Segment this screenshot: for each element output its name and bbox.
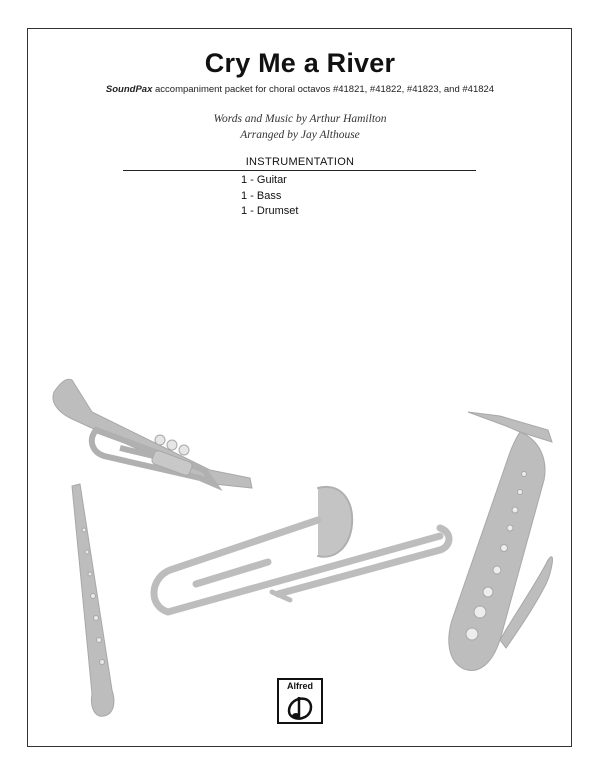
list-item: 1 - Bass bbox=[241, 189, 282, 202]
subtitle-brand: SoundPax bbox=[105, 84, 153, 95]
music-note-icon bbox=[283, 693, 317, 721]
list-item: 1 - Guitar bbox=[241, 174, 287, 186]
arranger-credit: Arranged by Jay Althouse bbox=[240, 129, 360, 141]
saxophone-icon bbox=[449, 412, 553, 670]
alfred-logo bbox=[277, 678, 323, 724]
page-title: Cry Me a River bbox=[204, 48, 396, 78]
trombone-icon bbox=[154, 487, 449, 612]
clarinet-icon bbox=[72, 484, 114, 716]
subtitle-text: accompaniment packet for choral octavos #41821, #41822, #41823, and #41824 bbox=[152, 84, 495, 95]
instrumentation-heading: INSTRUMENTATION bbox=[245, 156, 355, 168]
words-music-credit: Words and Music by Arthur Hamilton bbox=[213, 113, 387, 125]
list-item: 1 - Drumset bbox=[241, 205, 299, 217]
logo-text: Alfred bbox=[286, 681, 313, 691]
trumpet-icon bbox=[53, 379, 252, 488]
